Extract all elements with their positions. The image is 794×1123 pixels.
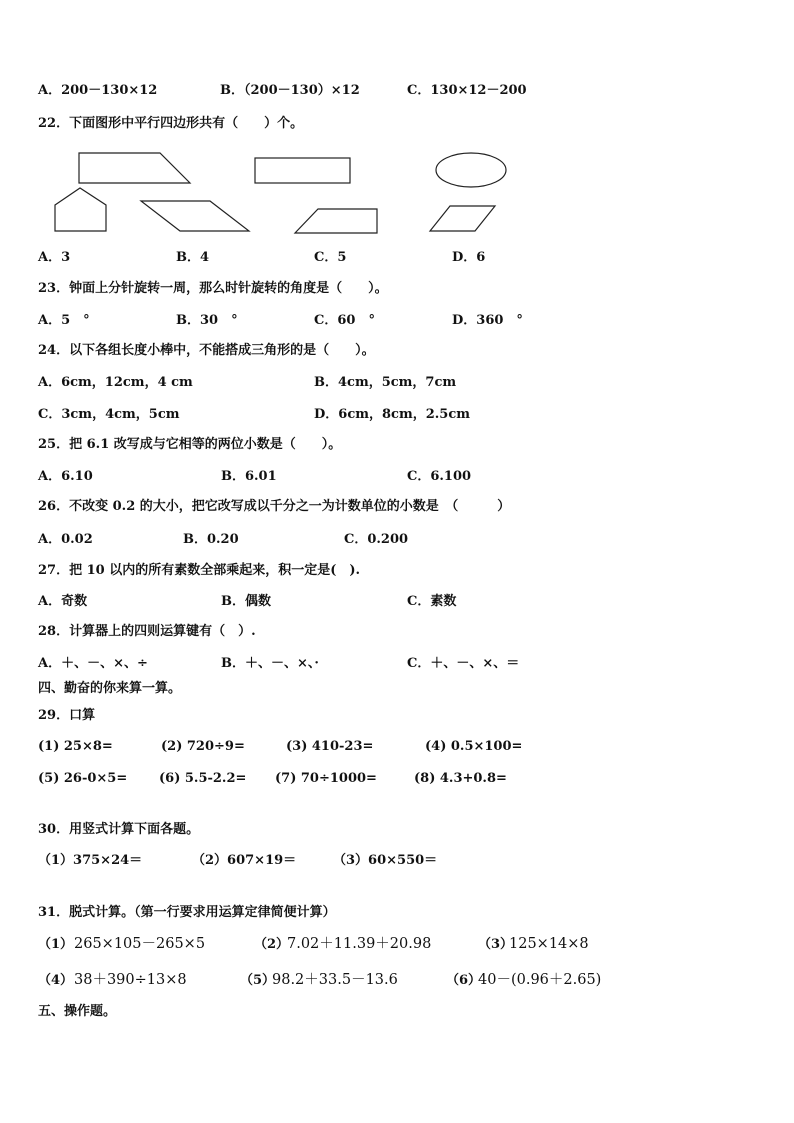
q27-option-c: C．素数 bbox=[407, 594, 457, 609]
q27-option-b: B．偶数 bbox=[221, 594, 271, 609]
q31-expression: 265×105－265×5 bbox=[74, 936, 206, 952]
q24-option-d: D．6cm，8cm，2.5cm bbox=[314, 407, 470, 422]
q26-option-a: A．0.02 bbox=[38, 532, 93, 547]
q29-item: (4) 0.5×100= bbox=[425, 739, 523, 754]
q24-stem: 24．以下各组长度小棒中，不能搭成三角形的是（ ）。 bbox=[38, 343, 375, 358]
q27-stem: 27．把 10 以内的所有素数全部乘起来，积一定是( ). bbox=[38, 563, 361, 578]
q31-label: （6） bbox=[446, 973, 482, 988]
q31-expression: 98.2＋33.5－13.6 bbox=[272, 972, 398, 988]
q30-stem: 30．用竖式计算下面各题。 bbox=[38, 822, 200, 837]
q31-label: （4） bbox=[38, 973, 74, 988]
q21-option-b: B．（200－130）×12 bbox=[220, 83, 360, 98]
shape-rectangle bbox=[255, 158, 350, 183]
q25-option-b: B．6.01 bbox=[221, 469, 277, 484]
q26-stem: 26．不改变 0.2 的大小，把它改写成以千分之一为计数单位的小数是 （ ） bbox=[38, 499, 511, 514]
q28-option-b: B．＋、－、×、· bbox=[221, 656, 319, 671]
q26-option-c: C．0.200 bbox=[344, 532, 409, 547]
q25-option-a: A．6.10 bbox=[38, 469, 93, 484]
q29-stem: 29．口算 bbox=[38, 708, 96, 723]
section-4-heading: 四、勤奋的你来算一算。 bbox=[38, 681, 182, 696]
q24-option-a: A．6cm，12cm，4 cm bbox=[38, 375, 193, 390]
q24-option-b: B．4cm，5cm，7cm bbox=[314, 375, 457, 390]
shape-parallelogram-long bbox=[141, 201, 249, 231]
q29-item: (1) 25×8= bbox=[38, 739, 113, 754]
q21-option-a: A．200－130×12 bbox=[38, 83, 158, 98]
q22-option-a: A．3 bbox=[38, 250, 71, 265]
q30-item: （2）607×19＝ bbox=[192, 853, 297, 868]
q23-option-a: A．5 ° bbox=[38, 313, 90, 328]
q31-label: （1） bbox=[38, 937, 74, 952]
q30-item: （1）375×24＝ bbox=[38, 853, 143, 868]
q23-stem: 23．钟面上分针旋转一周，那么时针旋转的角度是（ ）。 bbox=[38, 281, 388, 296]
q31-expression: 7.02＋11.39＋20.98 bbox=[287, 936, 432, 952]
q29-item: (3) 410-23= bbox=[286, 739, 374, 754]
q23-option-b: B．30 ° bbox=[176, 313, 238, 328]
q31-expression: 40－(0.96＋2.65) bbox=[478, 972, 602, 988]
q28-option-a: A．＋、－、×、÷ bbox=[38, 656, 148, 671]
q29-item: (5) 26-0×5= bbox=[38, 771, 128, 786]
shape-trapezoid bbox=[79, 153, 190, 183]
q28-stem: 28．计算器上的四则运算键有（ ）. bbox=[38, 624, 256, 639]
q24-option-c: C．3cm，4cm，5cm bbox=[38, 407, 180, 422]
shape-parallelogram-right bbox=[295, 209, 377, 233]
shape-ellipse bbox=[436, 153, 506, 187]
q22-option-d: D．6 bbox=[452, 250, 486, 265]
q31-label: （2） bbox=[254, 937, 290, 952]
q22-option-c: C．5 bbox=[314, 250, 347, 265]
q31-label: （5） bbox=[240, 973, 276, 988]
q30-item: （3）60×550＝ bbox=[333, 853, 438, 868]
q22-stem: 22．下面图形中平行四边形共有（ ）个。 bbox=[38, 116, 304, 131]
q31-expression: 38＋390÷13×8 bbox=[74, 972, 187, 988]
q29-item: (7) 70÷1000= bbox=[275, 771, 377, 786]
q31-label: （3） bbox=[478, 937, 514, 952]
q28-option-c: C．＋、－、×、＝ bbox=[407, 656, 520, 671]
q23-option-d: D．360 ° bbox=[452, 313, 523, 328]
shape-rhombus bbox=[430, 206, 495, 231]
q31-expression: 125×14×8 bbox=[509, 936, 589, 952]
q25-option-c: C．6.100 bbox=[407, 469, 472, 484]
q31-stem: 31．脱式计算。（第一行要求用运算定律简便计算） bbox=[38, 905, 336, 920]
q29-item: (6) 5.5-2.2= bbox=[159, 771, 247, 786]
q21-option-c: C．130×12－200 bbox=[407, 83, 527, 98]
q29-item: (2) 720÷9= bbox=[161, 739, 245, 754]
q23-option-c: C．60 ° bbox=[314, 313, 375, 328]
section-5-heading: 五、操作题。 bbox=[38, 1004, 117, 1019]
shape-pentagon bbox=[55, 188, 106, 231]
q22-option-b: B．4 bbox=[176, 250, 210, 265]
q26-option-b: B．0.20 bbox=[183, 532, 239, 547]
q25-stem: 25．把 6.1 改写成与它相等的两位小数是（ ）。 bbox=[38, 437, 342, 452]
q27-option-a: A．奇数 bbox=[38, 594, 88, 609]
q29-item: (8) 4.3+0.8= bbox=[414, 771, 507, 786]
